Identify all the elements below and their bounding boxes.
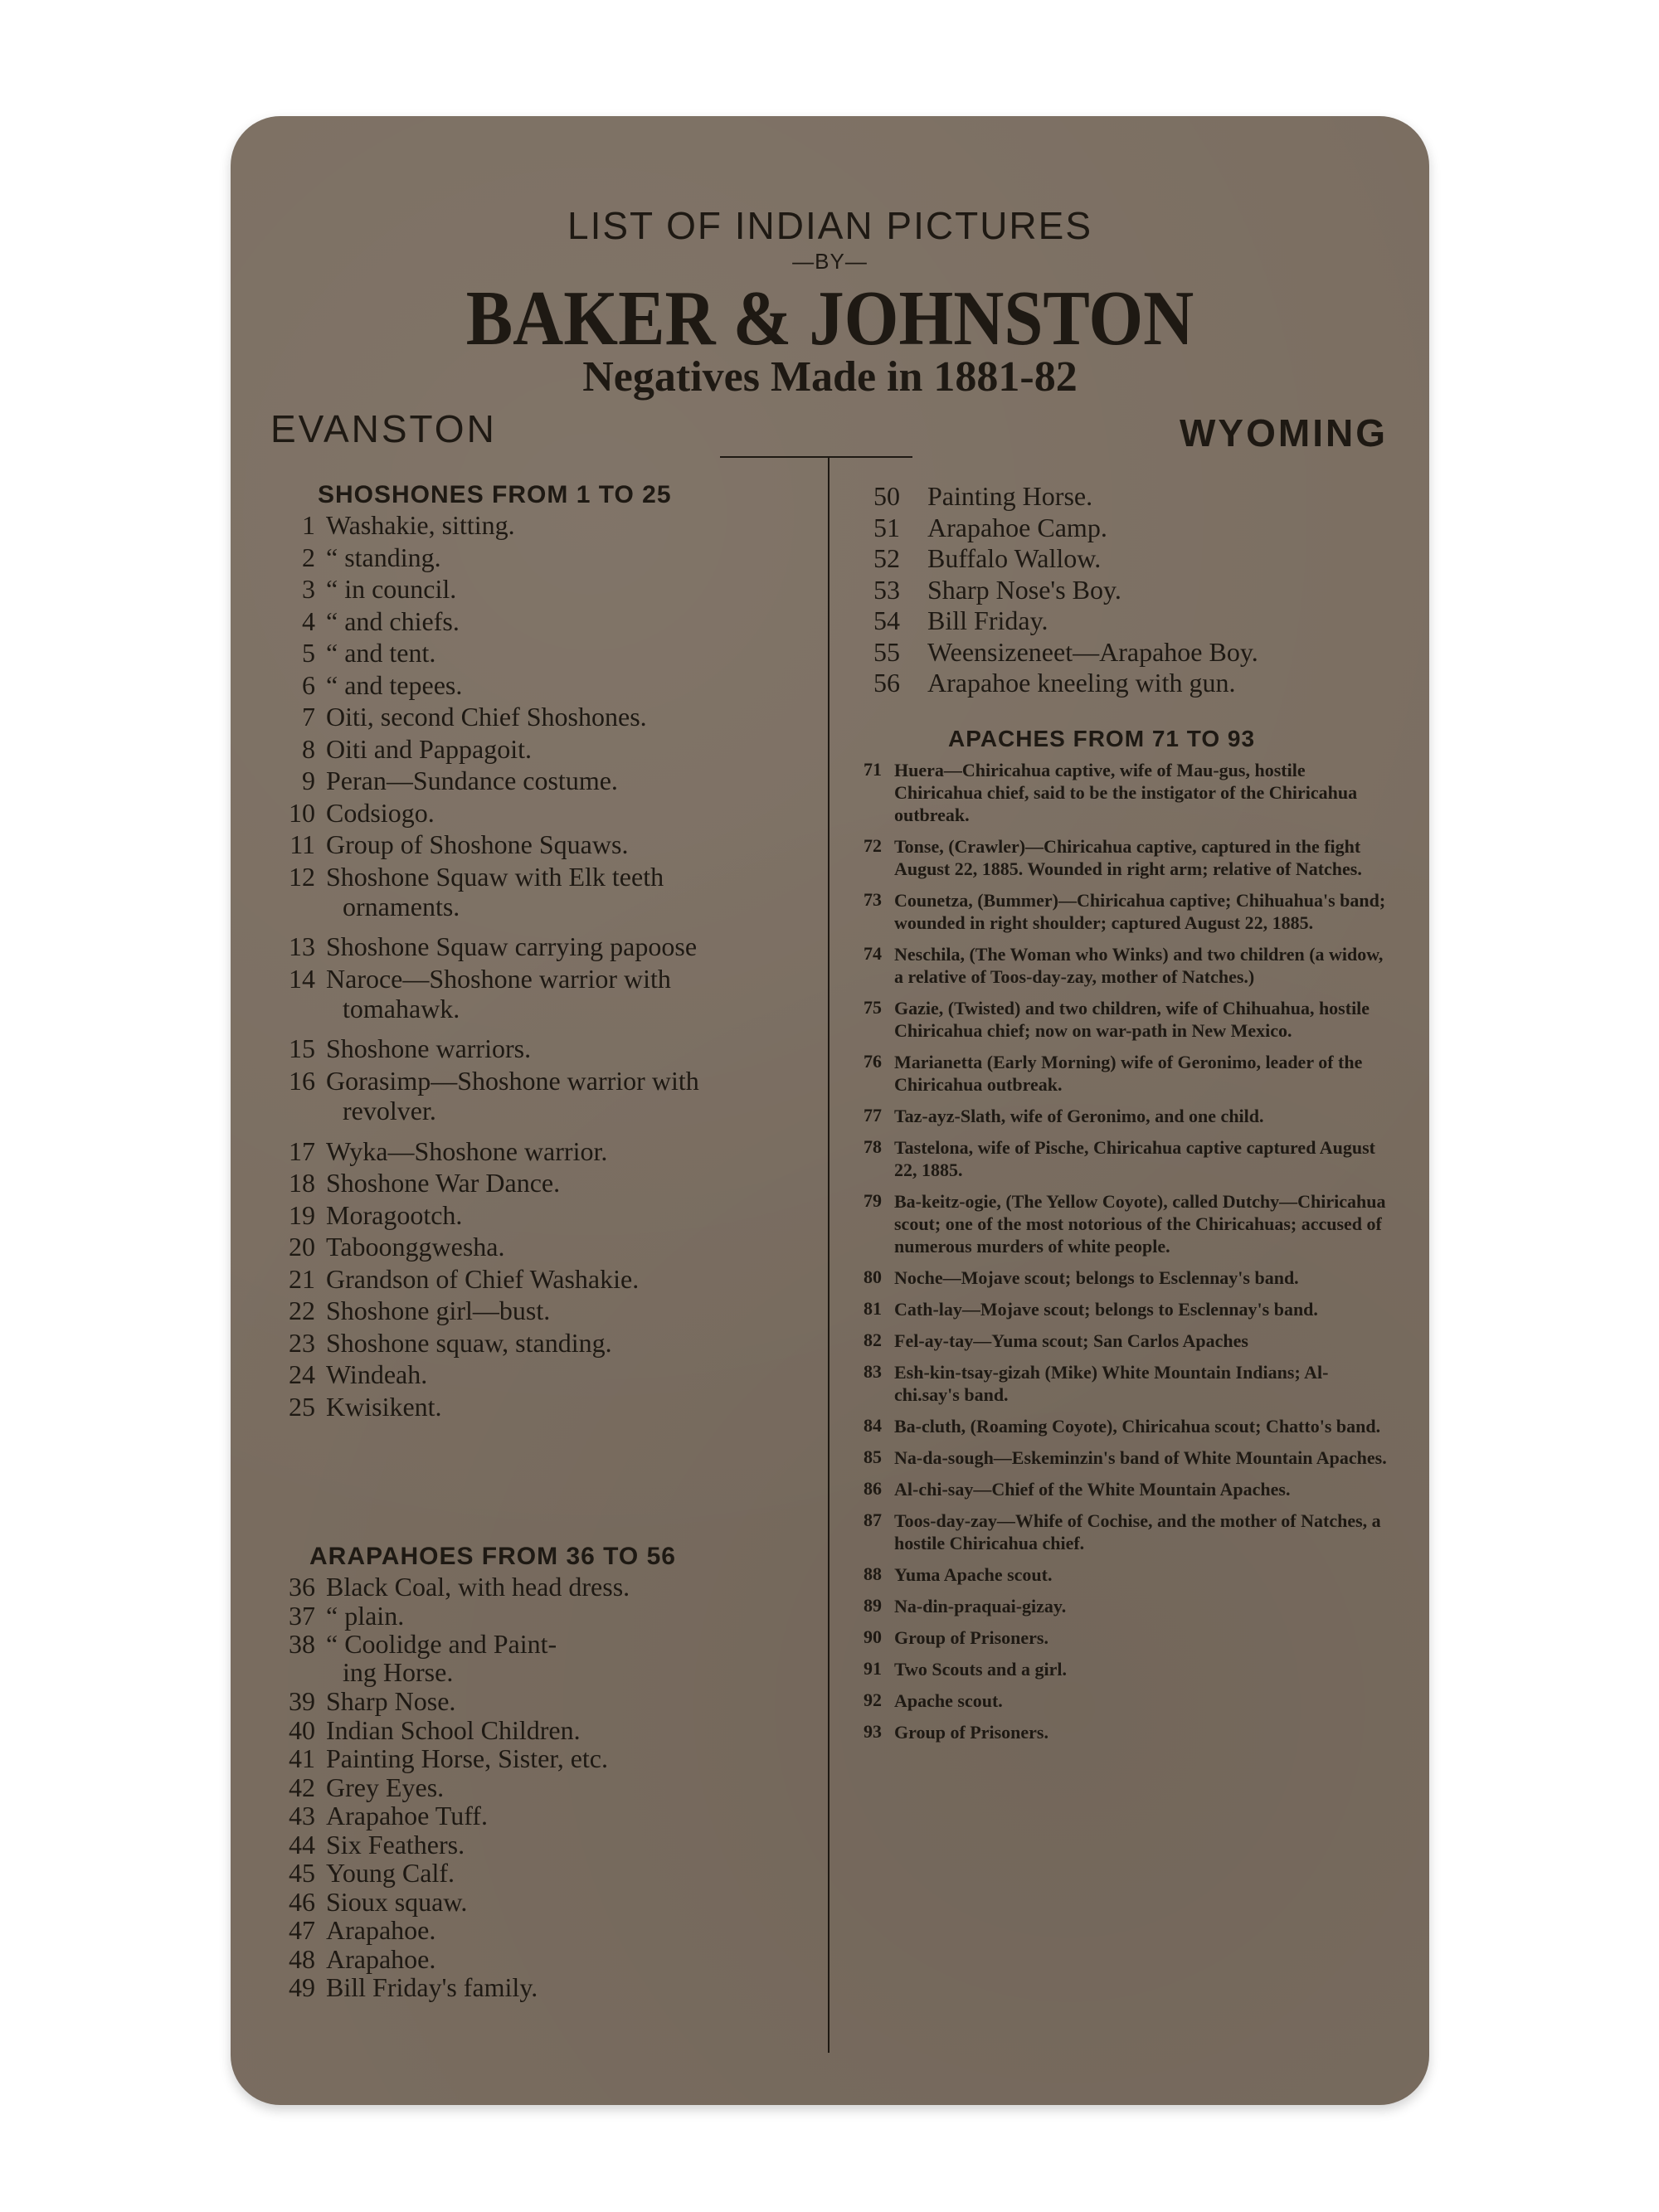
item-caption: “ and tent. (326, 638, 436, 668)
item-number: 14 (289, 963, 315, 994)
item-number: 54 (873, 605, 900, 635)
item-caption: Neschila, (The Woman who Winks) and two children (a widow, a relative of Toos-day-zay, mother of Natches.) (894, 944, 1384, 987)
item-number: 15 (289, 1033, 315, 1064)
item-number: 9 (302, 766, 315, 795)
item-caption: Shoshone War Dance. (326, 1168, 561, 1198)
item-number: 21 (289, 1263, 315, 1294)
card-by-line: —BY— (792, 249, 868, 274)
item-number: 89 (864, 1595, 882, 1616)
item-caption: Taboonggwesha. (326, 1232, 505, 1262)
item-number: 93 (864, 1721, 882, 1742)
item-number: 71 (864, 759, 882, 780)
item-caption: Sioux squaw. (326, 1886, 468, 1917)
item-number: 25 (289, 1391, 315, 1422)
item-caption: Gorasimp—Shoshone warrior with (326, 1065, 699, 1096)
item-number: 81 (864, 1298, 882, 1319)
item-caption: Esh-kin-tsay-gizah (Mike) White Mountain Indians; Al-chi.say's band. (894, 1362, 1329, 1405)
state-label: WYOMING (1180, 411, 1388, 455)
right-column (849, 116, 1396, 2105)
item-caption: “ plain. (326, 1600, 405, 1631)
item-number: 49 (289, 1972, 315, 2002)
item-caption: Sharp Nose's Boy. (927, 574, 1121, 605)
card-subtitle: Negatives Made in 1881-82 (582, 353, 1078, 401)
item-number: 55 (873, 636, 900, 667)
item-number: 48 (289, 1943, 315, 1974)
item-number: 3 (302, 574, 315, 604)
item-caption: Codsiogo. (326, 797, 435, 828)
item-number: 73 (864, 889, 882, 910)
item-number: 24 (289, 1359, 315, 1390)
item-caption: Huera—Chiricahua captive, wife of Mau-gus, hostile Chiricahua chief, said to be the instigator of the Chiricahua outbreak. (894, 760, 1358, 825)
item-caption: “ and chiefs. (326, 605, 460, 636)
item-caption: Na-din-praquai-gizay. (894, 1596, 1067, 1616)
item-number: 80 (864, 1266, 882, 1287)
item-caption: Al-chi-say—Chief of the White Mountain Apaches. (894, 1479, 1291, 1500)
item-caption: Marianetta (Early Morning) wife of Geronimo, leader of the Chiricahua outbreak. (894, 1052, 1363, 1095)
item-caption: Grey Eyes. (326, 1772, 445, 1802)
studio-name: BAKER & JOHNSTON (465, 275, 1194, 362)
item-caption: Kwisikent. (326, 1391, 442, 1422)
section-heading-shoshones: SHOSHONES FROM 1 TO 25 (318, 481, 672, 508)
item-caption: Gazie, (Twisted) and two children, wife of Chihuahua, hostile Chiricahua chief; now on war-path in New Mexico. (894, 998, 1370, 1041)
item-number: 53 (873, 574, 900, 605)
item-caption-continued: revolver. (343, 1095, 436, 1125)
item-caption: Na-da-sough—Eskeminzin's band of White Mountain Apaches. (894, 1447, 1387, 1468)
item-caption: “ standing. (326, 542, 441, 572)
item-caption: Group of Prisoners. (894, 1627, 1048, 1648)
item-caption: Peran—Sundance costume. (326, 766, 618, 795)
item-number: 17 (289, 1135, 315, 1166)
item-number: 1 (302, 510, 315, 540)
item-caption: Young Calf. (326, 1858, 455, 1888)
item-caption: Apache scout. (894, 1690, 1003, 1711)
item-caption: Tonse, (Crawler)—Chiricahua captive, captured in the fight August 22, 1885. Wounded in right arm; relative of Natches. (894, 836, 1362, 879)
item-number: 56 (873, 668, 900, 698)
item-number: 75 (864, 997, 882, 1018)
item-number: 76 (864, 1051, 882, 1072)
item-caption: Shoshone warriors. (326, 1033, 532, 1064)
left-column (264, 116, 811, 2105)
item-number: 52 (873, 543, 900, 573)
item-number: 7 (302, 702, 315, 732)
item-caption: Noche—Mojave scout; belongs to Esclennay's band. (894, 1267, 1299, 1288)
item-caption: Two Scouts and a girl. (894, 1659, 1068, 1680)
item-number: 5 (302, 638, 315, 668)
item-caption-continued: ing Horse. (343, 1657, 454, 1687)
item-caption: “ Coolidge and Paint- (326, 1629, 557, 1659)
item-number: 92 (864, 1689, 882, 1710)
item-caption: Bill Friday. (927, 605, 1048, 635)
item-caption: Wyka—Shoshone warrior. (326, 1135, 608, 1166)
item-number: 13 (289, 931, 315, 962)
item-number: 6 (302, 669, 315, 700)
item-caption: Indian School Children. (326, 1714, 581, 1745)
item-number: 82 (864, 1330, 882, 1350)
item-caption: Sharp Nose. (326, 1686, 456, 1716)
item-caption: Windeah. (326, 1359, 428, 1390)
item-number: 78 (864, 1136, 882, 1157)
item-caption: “ in council. (326, 574, 457, 604)
item-number: 91 (864, 1658, 882, 1679)
item-number: 46 (289, 1886, 315, 1917)
item-number: 22 (289, 1296, 315, 1326)
item-number: 86 (864, 1478, 882, 1499)
item-caption: Counetza, (Bummer)—Chiricahua captive; Chihuahua's band; wounded in right shoulder; captured August 22, 1885. (894, 890, 1386, 933)
item-caption: Tastelona, wife of Pische, Chiricahua captive captured August 22, 1885. (894, 1137, 1375, 1180)
item-caption: Six Feathers. (326, 1829, 465, 1860)
item-caption: Yuma Apache scout. (894, 1564, 1053, 1585)
item-number: 20 (289, 1232, 315, 1262)
item-caption: Shoshone Squaw with Elk teeth (326, 861, 664, 892)
item-number: 79 (864, 1190, 882, 1211)
item-caption: Washakie, sitting. (326, 510, 515, 540)
item-number: 87 (864, 1510, 882, 1530)
item-caption: Toos-day-zay—Whife of Cochise, and the mother of Natches, a hostile Chiricahua chief. (894, 1510, 1381, 1553)
item-caption: Shoshone squaw, standing. (326, 1327, 612, 1358)
item-number: 36 (289, 1572, 315, 1602)
item-caption: Arapahoe. (326, 1943, 436, 1974)
item-number: 12 (289, 861, 315, 892)
city-label: EVANSTON (270, 407, 497, 450)
item-number: 51 (873, 512, 900, 542)
item-caption: Painting Horse. (927, 481, 1093, 511)
item-number: 47 (289, 1915, 315, 1945)
item-caption: Fel-ay-tay—Yuma scout; San Carlos Apaches (894, 1330, 1248, 1351)
item-number: 18 (289, 1168, 315, 1198)
section-heading-arapahoes: ARAPAHOES FROM 36 TO 56 (309, 1543, 676, 1570)
item-caption: Taz-ayz-Slath, wife of Geronimo, and one child. (894, 1106, 1264, 1126)
item-caption: Oiti, second Chief Shoshones. (326, 702, 647, 732)
item-caption: Buffalo Wallow. (927, 543, 1102, 573)
item-caption: Weensizeneet—Arapahoe Boy. (927, 636, 1258, 667)
item-number: 41 (289, 1743, 315, 1773)
item-number: 74 (864, 943, 882, 964)
item-number: 44 (289, 1829, 315, 1860)
item-number: 88 (864, 1563, 882, 1584)
item-caption: Arapahoe Camp. (927, 512, 1107, 542)
item-caption: Arapahoe Tuff. (326, 1801, 488, 1830)
section-heading-apaches: APACHES FROM 71 TO 93 (948, 726, 1256, 751)
item-caption: Painting Horse, Sister, etc. (326, 1743, 608, 1773)
item-caption: Moragootch. (326, 1199, 463, 1230)
item-number: 50 (873, 481, 900, 511)
item-number: 90 (864, 1626, 882, 1647)
item-number: 4 (302, 605, 315, 636)
item-number: 42 (289, 1772, 315, 1802)
item-caption: Group of Prisoners. (894, 1722, 1048, 1743)
card-title: LIST OF INDIAN PICTURES (567, 204, 1093, 247)
item-caption: Ba-cluth, (Roaming Coyote), Chiricahua scout; Chatto's band. (894, 1416, 1381, 1437)
item-number: 84 (864, 1415, 882, 1436)
item-number: 43 (289, 1801, 315, 1830)
item-caption: Bill Friday's family. (326, 1972, 538, 2002)
column-divider (828, 456, 830, 2053)
item-caption: Oiti and Pappagoit. (326, 733, 532, 764)
item-caption: Cath-lay—Mojave scout; belongs to Esclennay's band. (894, 1299, 1318, 1320)
item-caption-continued: tomahawk. (343, 993, 460, 1023)
item-caption: Shoshone Squaw carrying papoose (326, 931, 698, 962)
item-number: 37 (289, 1600, 315, 1631)
item-caption: Group of Shoshone Squaws. (326, 829, 629, 859)
item-number: 40 (289, 1714, 315, 1745)
item-caption: Arapahoe kneeling with gun. (927, 668, 1236, 698)
item-number: 45 (289, 1858, 315, 1888)
item-number: 23 (289, 1327, 315, 1358)
item-number: 38 (289, 1629, 315, 1659)
item-caption: Ba-keitz-ogie, (The Yellow Coyote), called Dutchy—Chiricahua scout; one of the most notorious of the Chiricahuas; accused of numerous murders of white people. (894, 1191, 1386, 1257)
item-number: 8 (302, 733, 315, 764)
item-caption: Grandson of Chief Washakie. (326, 1263, 640, 1294)
item-caption: Naroce—Shoshone warrior with (326, 963, 671, 994)
item-caption: Arapahoe. (326, 1915, 436, 1945)
catalog-card (231, 116, 1429, 2105)
item-number: 83 (864, 1361, 882, 1382)
item-number: 2 (302, 542, 315, 572)
item-caption: Shoshone girl—bust. (326, 1296, 551, 1326)
item-caption: Black Coal, with head dress. (326, 1572, 630, 1602)
item-number: 10 (289, 797, 315, 828)
item-number: 19 (289, 1199, 315, 1230)
item-caption: “ and tepees. (326, 669, 463, 700)
item-number: 11 (289, 829, 315, 859)
item-number: 77 (864, 1105, 882, 1125)
item-number: 39 (289, 1686, 315, 1716)
item-number: 72 (864, 835, 882, 856)
item-number: 16 (289, 1065, 315, 1096)
item-number: 85 (864, 1446, 882, 1467)
item-caption-continued: ornaments. (343, 891, 460, 921)
